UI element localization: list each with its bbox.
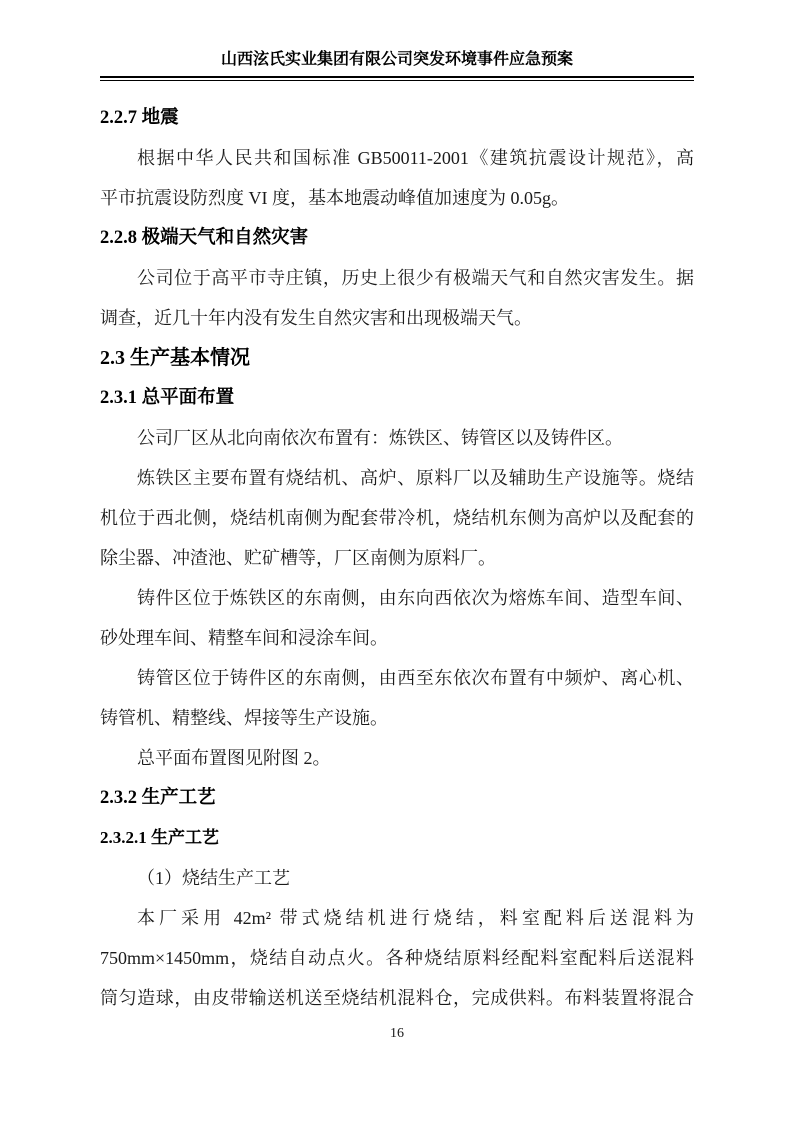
paragraph-line: 调查，近几十年内没有发生自然灾害和出现极端天气。 [100,308,532,328]
paragraph-line: 砂处理车间、精整车间和浸涂车间。 [100,628,388,648]
section-heading: 2.3.1 总平面布置 [100,388,235,408]
paragraph-line: 750mm×1450mm，烧结自动点火。各种烧结原料经配料室配料后送混料 [100,948,694,968]
section-heading: 2.2.7 地震 [100,108,179,128]
paragraph-line: 铸管机、精整线、焊接等生产设施。 [100,708,388,728]
paragraph-line: 公司位于高平市寺庄镇，历史上很少有极端天气和自然灾害发生。据 [137,268,694,288]
paragraph-line: （1）烧结生产工艺 [137,868,290,888]
page-header-title: 山西泫氏实业集团有限公司突发环境事件应急预案 [220,51,573,68]
paragraph-line: 本厂采用 42m² 带式烧结机进行烧结，料室配料后送混料为 [137,908,694,928]
paragraph-line: 筒匀造球，由皮带输送机送至烧结机混料仓，完成供料。布料装置将混合 [100,988,694,1008]
paragraph-line: 炼铁区主要布置有烧结机、高炉、原料厂以及辅助生产设施等。烧结 [137,468,694,488]
header-divider [100,76,694,81]
paragraph-line: 铸管区位于铸件区的东南侧，由西至东依次布置有中频炉、离心机、 [137,668,694,688]
paragraph-line: 铸件区位于炼铁区的东南侧，由东向西依次为熔炼车间、造型车间、 [137,588,694,608]
paragraph-line: 公司厂区从北向南依次布置有：炼铁区、铸管区以及铸件区。 [137,428,623,448]
page-number: 16 [390,1026,404,1041]
document-body [100,98,694,1018]
section-heading: 2.2.8 极端天气和自然灾害 [100,228,309,248]
paragraph-line: 根据中华人民共和国标准 GB50011-2001《建筑抗震设计规范》，高 [137,148,694,168]
paragraph-line: 除尘器、冲渣池、贮矿槽等，厂区南侧为原料厂。 [100,548,496,568]
page-header [0,0,794,81]
paragraph-line: 机位于西北侧，烧结机南侧为配套带冷机，烧结机东侧为高炉以及配套的 [100,508,694,528]
section-heading: 2.3.2 生产工艺 [100,788,216,808]
paragraph-line: 平市抗震设防烈度 VI 度，基本地震动峰值加速度为 0.05g。 [100,188,569,208]
section-heading: 2.3 生产基本情况 [100,347,250,369]
paragraph-line: 总平面布置图见附图 2。 [137,748,331,768]
section-heading: 2.3.2.1 生产工艺 [100,828,219,847]
